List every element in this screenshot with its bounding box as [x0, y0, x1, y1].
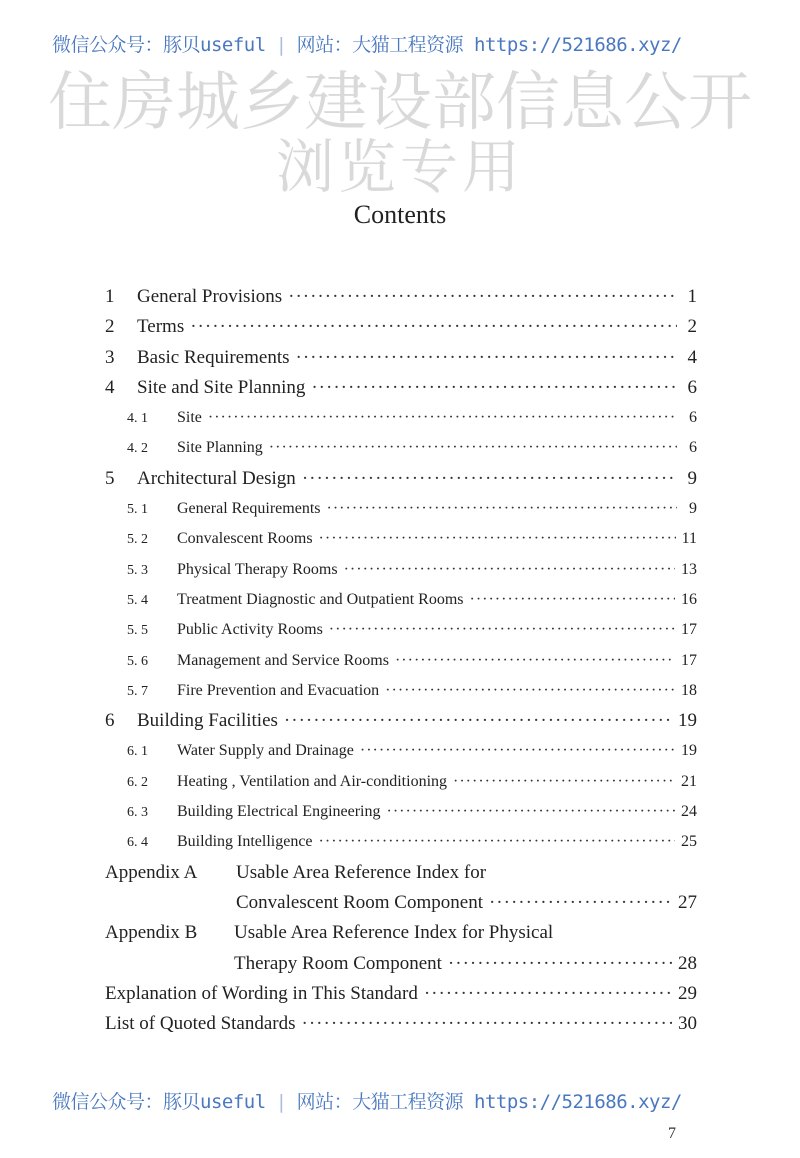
toc-entry[interactable]: [105, 1009, 697, 1039]
toc-entry[interactable]: [105, 767, 697, 797]
entry-number: 5. 6: [127, 653, 148, 669]
appendix-title-line1: Usable Area Reference Index for: [236, 861, 487, 883]
entry-title: Site: [177, 409, 202, 427]
entry-page: 17: [681, 651, 697, 669]
entry-title: Site Planning: [177, 439, 263, 457]
entry-page: 2: [687, 316, 697, 338]
dot-leader: [387, 797, 676, 827]
entry-title: Building Intelligence: [177, 833, 313, 851]
entry-title: General Provisions: [137, 286, 283, 307]
dot-leader: [269, 433, 677, 463]
table-of-contents: [105, 282, 697, 1039]
toc-entry[interactable]: [105, 736, 697, 766]
dot-leader: [284, 706, 672, 736]
entry-page: 6: [687, 376, 697, 398]
entry-title: Water Supply and Drainage: [177, 742, 354, 760]
banner-separator: |: [275, 34, 287, 56]
site-link[interactable]: 网站：大猫工程资源 https://521686.xyz/: [296, 1091, 682, 1113]
entry-page: 13: [681, 560, 697, 578]
entry-number: 5. 2: [127, 532, 148, 548]
toc-entry[interactable]: [105, 797, 697, 827]
dot-leader: [302, 1009, 672, 1039]
toc-entry[interactable]: [105, 464, 697, 494]
toc-entry[interactable]: [105, 888, 697, 918]
entry-page: 21: [681, 772, 697, 790]
toc-entry[interactable]: [105, 949, 697, 979]
page-number: 7: [668, 1125, 676, 1142]
dot-leader: [208, 403, 677, 433]
entry-title: Building Facilities: [137, 710, 278, 732]
toc-entry[interactable]: [105, 706, 697, 736]
entry-page: 27: [678, 891, 697, 913]
entry-number: 1: [105, 286, 115, 307]
toc-entry[interactable]: [105, 312, 697, 342]
entry-number: 4. 1: [127, 411, 148, 427]
dot-leader: [344, 555, 675, 585]
entry-number: 5. 4: [127, 592, 148, 608]
entry-title: Management and Service Rooms: [177, 651, 389, 669]
entry-number: 5. 7: [127, 683, 148, 699]
toc-entry[interactable]: [105, 858, 697, 888]
toc-entry[interactable]: [105, 433, 697, 463]
entry-number: 5. 3: [127, 562, 148, 578]
dot-leader: [296, 343, 678, 373]
page-title: Contents: [353, 200, 447, 229]
entry-page: 6: [689, 409, 697, 427]
entry-number: 4: [105, 376, 115, 398]
entry-title: Fire Prevention and Evacuation: [177, 681, 380, 699]
toc-entry[interactable]: [105, 555, 697, 585]
appendix-title-line2: Therapy Room Component: [234, 952, 442, 974]
entry-title: List of Quoted Standards: [105, 1013, 296, 1035]
dot-leader: [448, 949, 672, 979]
toc-entry[interactable]: [105, 343, 697, 373]
entry-number: 6. 4: [127, 835, 148, 851]
wechat-text: 微信公众号：豚贝useful: [52, 1091, 266, 1113]
entry-title: Heating , Ventilation and Air-conditioning: [177, 772, 448, 790]
entry-page: 9: [689, 500, 697, 518]
dot-leader: [489, 888, 672, 918]
watermark-main: 住房城乡建设部信息公开: [48, 66, 752, 140]
entry-title: Architectural Design: [137, 467, 296, 489]
toc-entry[interactable]: [105, 827, 697, 857]
entry-title: Physical Therapy Rooms: [177, 560, 338, 578]
header-banner: [52, 30, 682, 57]
dot-leader: [319, 524, 676, 554]
toc-entry[interactable]: [105, 373, 697, 403]
toc-entry[interactable]: [105, 282, 697, 312]
entry-number: 2: [105, 316, 115, 338]
entry-number: 6. 3: [127, 805, 148, 821]
entry-page: 4: [687, 346, 697, 368]
dot-leader: [453, 767, 675, 797]
entry-page: 9: [687, 467, 697, 489]
entry-page: 28: [678, 952, 697, 974]
entry-title: Building Electrical Engineering: [177, 803, 381, 821]
entry-title: Public Activity Rooms: [177, 621, 323, 639]
entry-title: Convalescent Rooms: [177, 530, 313, 548]
toc-entry[interactable]: [105, 403, 697, 433]
entry-page: 25: [681, 833, 697, 851]
entry-number: 6. 1: [127, 744, 148, 760]
entry-page: 1: [687, 286, 697, 307]
toc-entry[interactable]: [105, 524, 697, 554]
toc-entry[interactable]: [105, 615, 697, 645]
entry-number: 5. 1: [127, 502, 148, 518]
entry-page: 6: [689, 439, 697, 457]
entry-number: 6. 2: [127, 774, 148, 790]
toc-entry[interactable]: [105, 676, 697, 706]
dot-leader: [190, 312, 677, 342]
entry-page: 30: [678, 1013, 697, 1035]
footer-banner: [52, 1087, 682, 1114]
appendix-title-line2: Convalescent Room Component: [236, 891, 483, 913]
entry-number: 3: [105, 346, 115, 368]
dot-leader: [469, 585, 675, 615]
dot-leader: [311, 373, 677, 403]
entry-title: Terms: [137, 316, 185, 338]
entry-number: 6: [105, 710, 115, 732]
site-link[interactable]: 网站：大猫工程资源 https://521686.xyz/: [296, 34, 682, 56]
dot-leader: [319, 827, 675, 857]
dot-leader: [395, 646, 675, 676]
entry-page: 16: [681, 590, 697, 608]
appendix-title-line1: Usable Area Reference Index for Physical: [234, 922, 554, 944]
watermark-secondary: 浏览专用: [275, 133, 524, 201]
entry-title: General Requirements: [177, 500, 321, 518]
appendix-label: Appendix A: [105, 861, 198, 883]
dot-leader: [329, 615, 675, 645]
toc-entry[interactable]: [105, 585, 697, 615]
appendix-label: Appendix B: [105, 922, 198, 944]
entry-page: 24: [681, 803, 697, 821]
dot-leader: [424, 979, 672, 1009]
dot-leader: [360, 736, 675, 766]
dot-leader: [385, 676, 675, 706]
dot-leader: [327, 494, 678, 524]
banner-separator: |: [275, 1091, 287, 1113]
entry-page: 17: [681, 621, 697, 639]
toc-entry[interactable]: [105, 646, 697, 676]
entry-number: 5. 5: [127, 623, 148, 639]
toc-entry[interactable]: [105, 918, 697, 948]
entry-page: 29: [678, 982, 697, 1004]
dot-leader: [302, 464, 677, 494]
entry-title: Basic Requirements: [137, 346, 290, 368]
entry-page: 19: [681, 742, 697, 760]
entry-page: 18: [681, 681, 697, 699]
entry-number: 4. 2: [127, 441, 148, 457]
entry-title: Explanation of Wording in This Standard: [105, 982, 418, 1004]
dot-leader: [288, 282, 677, 312]
toc-entry[interactable]: [105, 494, 697, 524]
wechat-text: 微信公众号：豚贝useful: [52, 34, 266, 56]
entry-page: 19: [678, 710, 697, 732]
entry-title: Treatment Diagnostic and Outpatient Rooms: [177, 590, 464, 608]
entry-page: 11: [681, 530, 697, 548]
entry-title: Site and Site Planning: [137, 376, 306, 398]
entry-number: 5: [105, 467, 115, 489]
toc-entry[interactable]: [105, 979, 697, 1009]
